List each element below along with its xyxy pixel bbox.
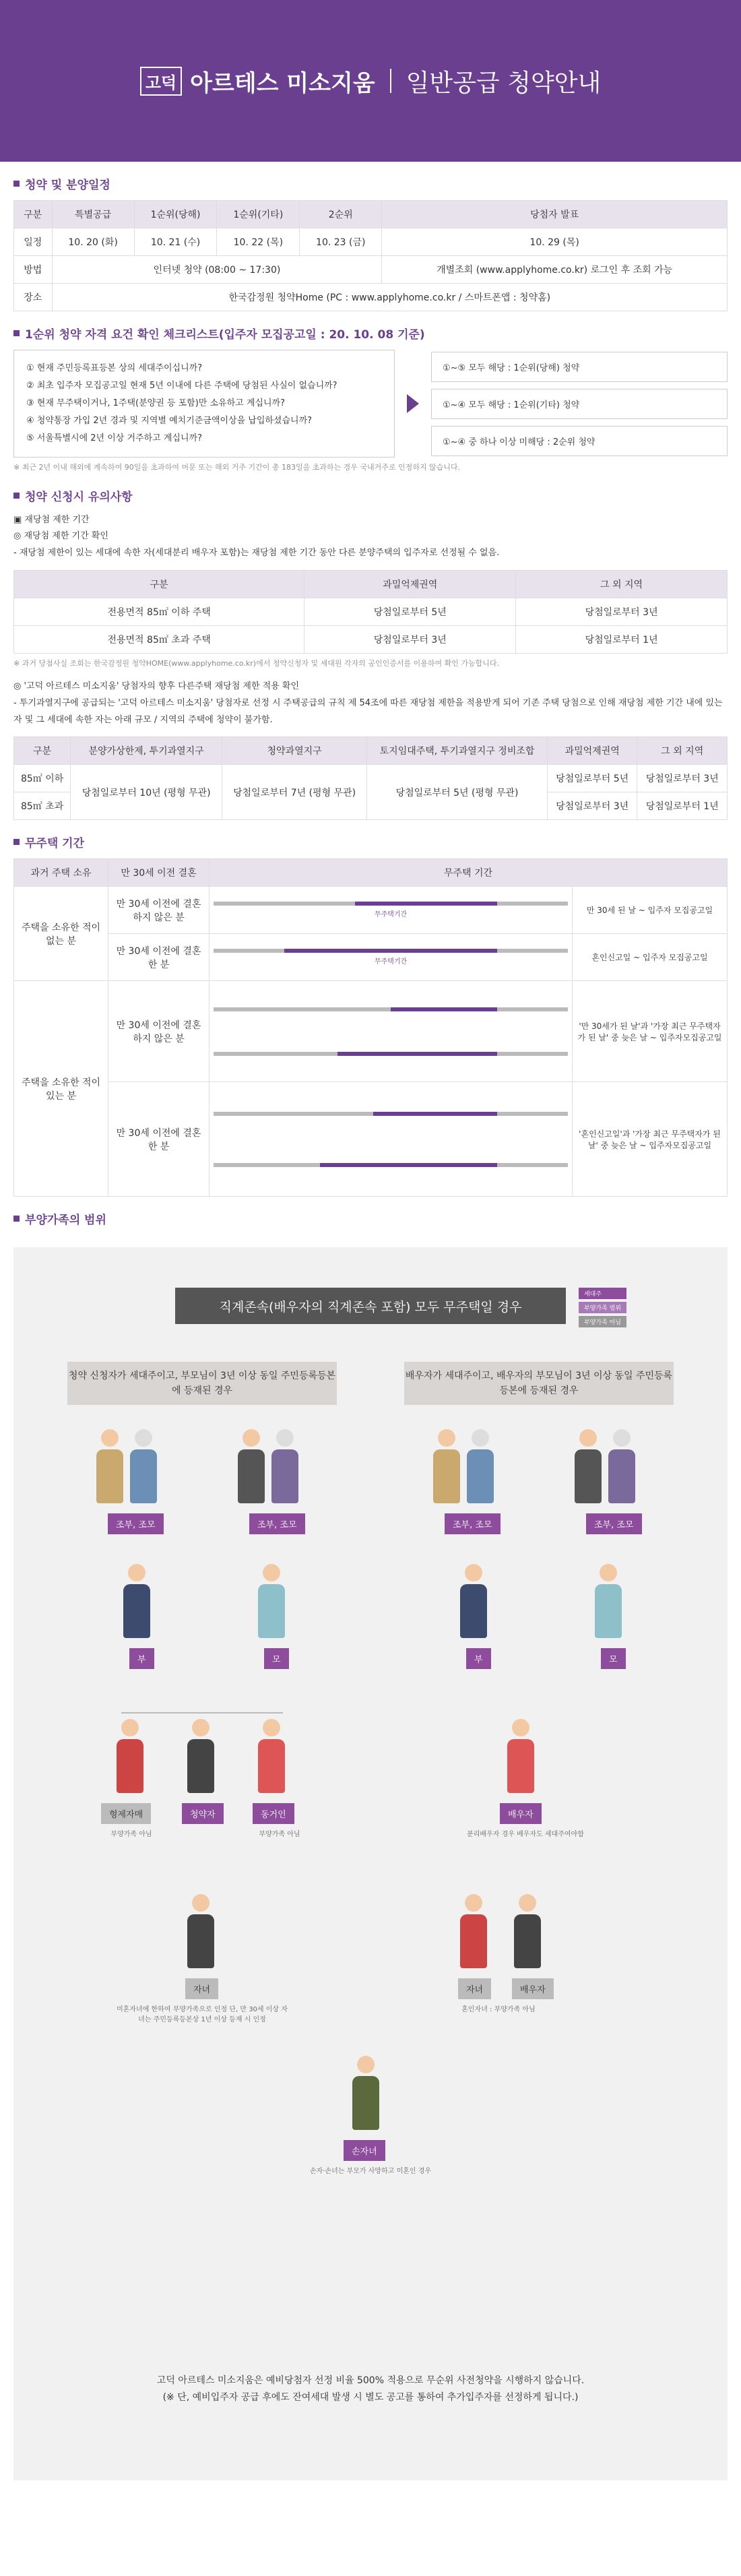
brand-logo xyxy=(140,65,375,98)
person-icon xyxy=(236,1429,267,1503)
right-case-title: 배우자가 세대주이고, 배우자의 부모님이 3년 이상 동일 주민등록등본에 등재된 경우 xyxy=(404,1362,674,1405)
left-case-title: 청약 신청자가 세대주이고, 부모님이 3년 이상 동일 주민등록등본에 등재된 경우 xyxy=(67,1362,337,1405)
tag: 모 xyxy=(601,1648,626,1669)
nohouse-table: 과거 주택 소유 만 30세 이전 결혼 무주택 기간 주택을 소유한 적이 없는 분 만 30세 이전에 결혼하지 않은 분 무주택기간 만 30세 된 날 ~ 입주자 모집공고일 만 30세 이전에 결혼 한 분 무주택기간 혼인신고일 ~ 입주자 모집공고일 주택을 소유한 적이 있는 분 만 30세 이전에 결혼하지 않은 분 '만 30세가 된 날'과 '가장 최근 무주택자가 된 날' 중 늦은 날 ~ 입주자모집공고일 만 30세 이전에 결혼 한 분 '혼인신고일'과 '가장 최근 무주택자가 된 날' 중 늦은 날 ~ 입주자모집공고일 xyxy=(13,858,728,1197)
tag: 부 xyxy=(129,1648,154,1669)
tag: 조부, 조모 xyxy=(249,1513,305,1534)
person-icon xyxy=(458,1894,489,1968)
person-icon xyxy=(256,1719,287,1793)
person-icon xyxy=(185,1894,216,1968)
person-icon xyxy=(121,1564,152,1638)
tag: 동거인 xyxy=(253,1803,294,1824)
schedule-table: 구분 특별공급 1순위(당해) 1순위(기타) 2순위 당첨자 발표 일정 10. 20 (화) 10. 21 (수) 10. 22 (목) 10. 23 (금) 10. 29 (목) 방법 인터넷 청약 (08:00 ~ 17:30) 개별조회 (www.applyhome.co.kr) 로그인 후 조회 가능 장소 한국감정원 청약Home (PC : www.applyhome.co.kr / 스마트폰앱 : 청약홈) xyxy=(13,200,728,311)
nohouse-section xyxy=(0,834,741,1197)
person-icon xyxy=(128,1429,159,1503)
tag: 배우자 xyxy=(500,1803,542,1824)
note: ※ 최근 2년 이내 해외에 계속하여 90일을 초과하여 머문 또는 해외 거주 기간이 총 183일을 초과하는 경우 국내거주로 인정하지 않습니다. xyxy=(13,463,461,472)
tag: 조부, 조모 xyxy=(586,1513,642,1534)
person-icon xyxy=(606,1429,637,1503)
tag: 배우자 xyxy=(512,1978,554,1999)
person-icon xyxy=(458,1564,489,1638)
checklist-section xyxy=(0,325,741,474)
section-title: 청약 신청시 유의사항 xyxy=(13,487,728,504)
section-title: 부양가족의 범위 xyxy=(13,1210,728,1227)
caution-section: 청약 신청시 유의사항 ▣ 재당첨 제한 기간 ◎ 재당첨 제한 기간 확인 - 재당첨 제한이 있는 세대에 속한 자(세대분리 배우자 포함)는 재당첨 제한 기간 동안 다른 분양주택의 입주자로 선정될 수 없음. 구분 과밀억제권역 그 외 지역 전용면적 85㎡ 이하 주택 당첨일로부터 5년 당첨일로부터 3년 전용면적 85㎡ 초과 주택 당첨일로부터 3년 당첨일로부터 1년 ※ 과거 당첨사실 조회는 한국감정원 청약HOME(www.applyhome.co.kr)에서 청약신청자 및 세대원 각자의 공인인증서를 이용하여 확인 가능합니다. ◎ '고덕 아르테스 미소지움' 당첨자의 향후 다른주택 재당첨 제한 적용 확인 - 투기과열지구에 공급되는 '고덕 아르테스 미소지움' 당첨자로 선정 시 주택공급의 규칙 제 54조에 따른 재당첨 제한을 적용받게 되어 기존 주택 당첨으로 인해 재당첨 제한 기간 내에 있는 자 및 그 세대에 속한 자는 아래 규모 / 지역의 주택에 청약이 불가함. 구분 분양가상한제, 투기과열지구 청약과열지구 토지임대주택, 투기과열지구 정비조합 과밀억제권역 그 외 지역 85㎡ 이하 당첨일로부터 10년 (평형 무관) 당첨일로부터 7년 (평형 무관) 당첨일로부터 5년 (평형 무관) 당첨일로부터 5년 당첨일로부터 3년 85㎡ 초과 당첨일로부터 3년 당첨일로부터 1년 xyxy=(0,487,741,821)
tag: 자녀 xyxy=(185,1978,218,1999)
schedule-section xyxy=(0,175,741,311)
person-icon xyxy=(505,1719,536,1793)
divider xyxy=(390,69,391,93)
checklist-items: ① 현재 주민등록표등본 상의 세대주이십니까? ② 최초 입주자 모집공고일 현재 5년 이내에 다른 주택에 당첨된 사실이 없습니까? ③ 현재 무주택이거나, 1주택(분양권 등 포함)만 소유하고 계십니까? ④ 청약통장 가입 2년 경과 및 지역별 예치기준금액이상을 납입하셨습니까? ⑤ 서울특별시에 2년 이상 거주하고 계십니까? xyxy=(13,350,395,458)
person-icon xyxy=(465,1429,496,1503)
person-icon xyxy=(256,1564,287,1638)
tag: 부 xyxy=(466,1648,491,1669)
brand-name: 아르테스 미소지움 xyxy=(190,69,375,97)
section-title: 무주택 기간 xyxy=(13,834,728,850)
tag: 조부, 조모 xyxy=(445,1513,501,1534)
legend: 세대주 부양가족 범위 부양가족 아님 xyxy=(579,1288,626,1327)
section-title: 청약 및 분양일정 xyxy=(13,175,728,192)
tag: 조부, 조모 xyxy=(108,1513,164,1534)
tag: 청약자 xyxy=(182,1803,224,1824)
tag: 자녀 xyxy=(458,1978,491,1999)
person-icon xyxy=(431,1429,462,1503)
person-icon xyxy=(185,1719,216,1793)
family-banner: 직계존속(배우자의 직계존속 포함) 모두 무주택일 경우 xyxy=(175,1288,566,1324)
person-icon xyxy=(115,1719,146,1793)
person-icon xyxy=(269,1429,300,1503)
family-section-title-wrap xyxy=(0,1210,741,1227)
person-icon xyxy=(350,2056,381,2130)
tag: 형제자매 xyxy=(101,1803,151,1824)
arrow-right-icon xyxy=(407,394,419,413)
tag: 손자녀 xyxy=(344,2140,385,2161)
header-banner xyxy=(0,0,741,162)
footer-note: 고덕 아르테스 미소지움은 예비당첨자 선정 비율 500% 적용으로 무순위 사전청약을 시행하지 않습니다. (※ 단, 예비입주자 공급 후에도 잔여세대 발생 시 별도 공고를 통하여 추가입주자를 선정하게 됩니다.) xyxy=(156,2375,585,2404)
family-diagram: 직계존속(배우자의 직계존속 포함) 모두 무주택일 경우 세대주 부양가족 범위 부양가족 아님 청약 신청자가 세대주이고, 부모님이 3년 이상 동일 주민등록등본에 등재된 경우 배우자가 세대주이고, 배우자의 부모님이 3년 이상 동일 주민등록등본에 등재된 경우 조부, 조모 조부, 조모 조부, 조모 조부, 조모 부 모 부 모 형제자매 청약자 동거인 부양가족 아님 부양가족 아님 배우자 분리배우자 경우 배우자도 세대주여야함 자녀 미혼자녀에 한하여 부양가족으로 인정 단, 만 30세 이상 자녀는 주민등록등본상 1년 이상 등재 시 인정 자녀 배우자 혼인자녀 : 부양가족 아님 손자녀 손자·손녀는 부모가 사망하고 미혼인 경우 고덕 아르테스 미소지움은 예비당첨자 선정 비율 500% 적용으로 무순위 사전청약을 시행하지 않습니다. (※ 단, 예비입주자 공급 후에도 잔여세대 발생 시 별도 공고를 통하여 추가입주자를 선정하게 됩니다.) xyxy=(13,1247,728,2480)
page-title: 일반공급 청약안내 xyxy=(406,69,602,97)
person-icon xyxy=(512,1894,543,1968)
rewin-table-2: 구분 분양가상한제, 투기과열지구 청약과열지구 토지임대주택, 투기과열지구 정비조합 과밀억제권역 그 외 지역 85㎡ 이하 당첨일로부터 10년 (평형 무관) 당첨일로부터 7년 (평형 무관) 당첨일로부터 5년 (평형 무관) 당첨일로부터 5년 당첨일로부터 3년 85㎡ 초과 당첨일로부터 3년 당첨일로부터 1년 xyxy=(13,736,728,820)
rewin-table-1: 구분 과밀억제권역 그 외 지역 전용면적 85㎡ 이하 주택 당첨일로부터 5년 당첨일로부터 3년 전용면적 85㎡ 초과 주택 당첨일로부터 3년 당첨일로부터 1년 xyxy=(13,570,728,654)
logo-box: 고덕 xyxy=(140,67,182,96)
section-title: 1순위 청약 자격 요건 확인 체크리스트(입주자 모집공고일 : 20. 10. 08 기준) xyxy=(13,325,728,342)
person-icon xyxy=(573,1429,604,1503)
person-icon xyxy=(94,1429,125,1503)
person-icon xyxy=(593,1564,624,1638)
tag: 모 xyxy=(264,1648,289,1669)
checklist-results: ①~⑤ 모두 해당 : 1순위(당해) 청약 ①~④ 모두 해당 : 1순위(기타) 청약 ①~④ 중 하나 이상 미해당 : 2순위 청약 xyxy=(431,352,728,456)
